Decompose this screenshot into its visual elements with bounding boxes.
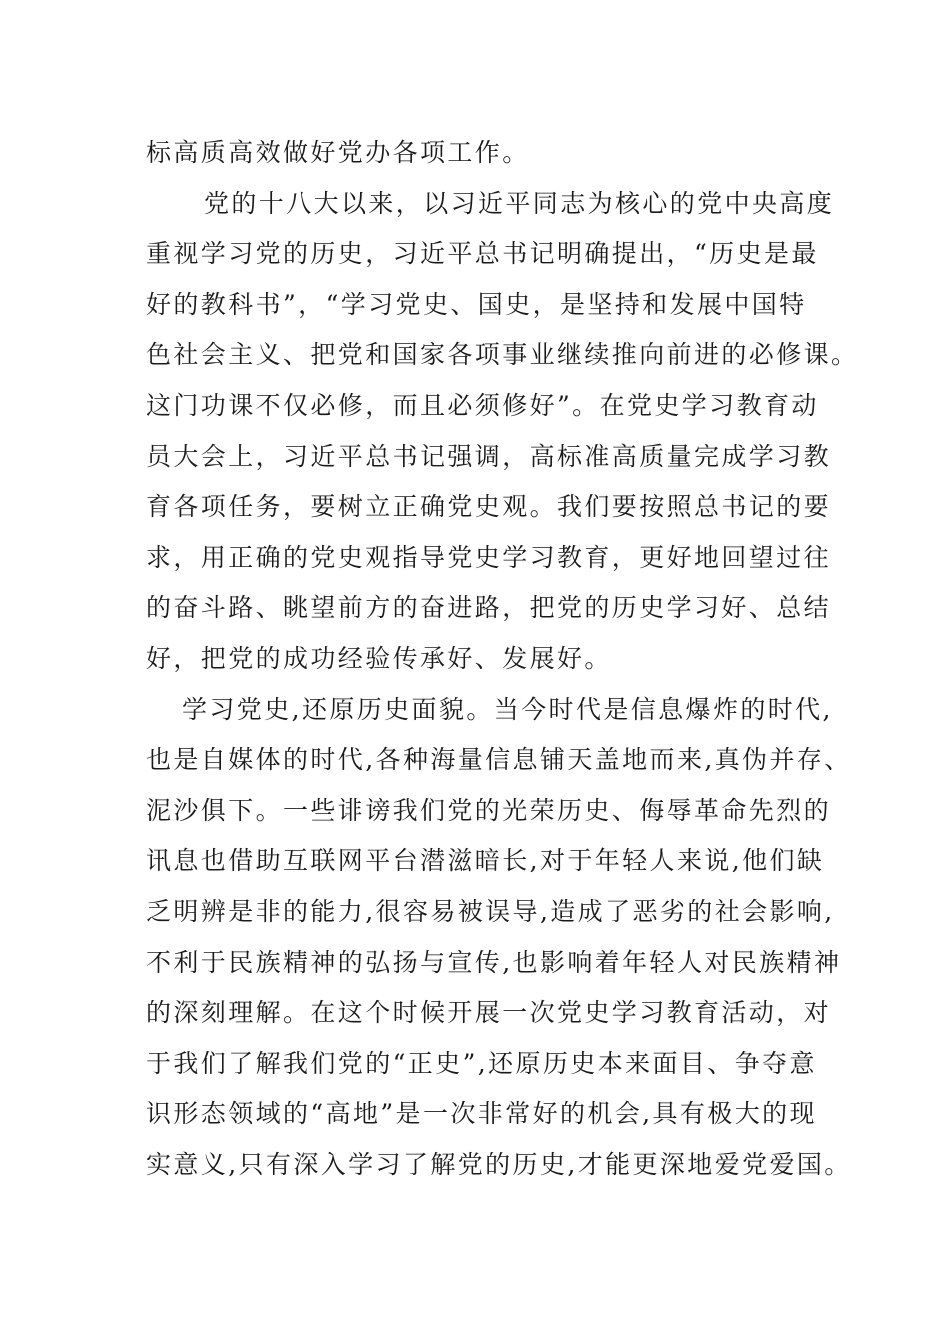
paragraph-line: 这门功课不仅必修，而且必须修好”。在党史学习教育动 — [146, 390, 819, 420]
paragraph-line: 也是自媒体的时代,各种海量信息铺天盖地而来,真伪并存、 — [146, 745, 852, 775]
paragraph-first-line: 党的十八大以来，以习近平同志为核心的党中央高度 — [204, 188, 835, 218]
paragraph-first-line: 学习党史,还原历史面貌。当今时代是信息爆炸的时代, — [182, 694, 833, 724]
paragraph-line: 育各项任务，要树立正确党史观。我们要按照总书记的要 — [146, 492, 832, 522]
paragraph-line: 好，把党的成功经验传承好、发展好。 — [146, 643, 612, 673]
paragraph-line: 色社会主义、把党和国家各项事业继续推向前进的必修课。 — [146, 340, 859, 370]
paragraph-line: 重视学习党的历史，习近平总书记明确提出，“历史是最 — [146, 239, 819, 269]
paragraph-line: 员大会上，习近平总书记强调，高标准高质量完成学习教 — [146, 441, 832, 471]
paragraph-line: 实意义,只有深入学习了解党的历史,才能更深地爱党爱国。 — [146, 1149, 852, 1179]
paragraph-line: 不利于民族精神的弘扬与宣传,也影响着年轻人对民族精神 — [146, 947, 842, 977]
paragraph-line: 于我们了解我们党的“正史”,还原历史本来面目、争夺意 — [146, 1048, 817, 1078]
paragraph-line: 讯息也借助互联网平台潜滋暗长,对于年轻人来说,他们缺 — [146, 846, 825, 876]
paragraph-line: 的深刻理解。在这个时候开展一次党史学习教育活动，对 — [146, 998, 832, 1028]
document-body — [146, 128, 859, 1190]
paragraph-line: 求，用正确的党史观指导党史学习教育，更好地回望过往 — [146, 542, 832, 572]
paragraph-line: 的奋斗路、眺望前方的奋进路，把党的历史学习好、总结 — [146, 593, 832, 623]
paragraph-line: 好的教科书”，“学习党史、国史，是坚持和发展中国特 — [146, 289, 807, 319]
paragraph-line: 识形态领域的“高地”是一次非常好的机会,具有极大的现 — [146, 1099, 817, 1129]
paragraph-line: 乏明辨是非的能力,很容易被误导,造成了恶劣的社会影响, — [146, 896, 835, 926]
paragraph-line: 泥沙俱下。一些诽谤我们党的光荣历史、侮辱革命先烈的 — [146, 795, 832, 825]
paragraph-line: 标高质高效做好党办各项工作。 — [146, 138, 530, 167]
